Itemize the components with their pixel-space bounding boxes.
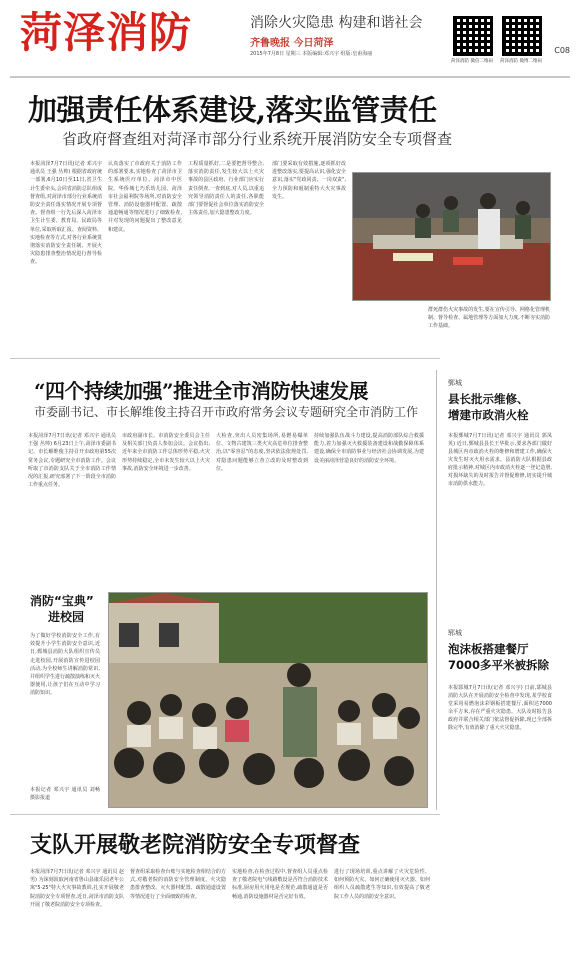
sidebar2-tag: 郓城 <box>448 629 462 637</box>
section-divider-1 <box>10 358 440 359</box>
sidebar1-tag: 鄄城 <box>448 379 462 387</box>
sidebar-divider <box>436 370 437 810</box>
article4-column-4: 进行了现场培训,重点讲解了火灾危险性、如何预防火灾、如何正确使用灭火器、如何组织人员疏散逃生等知识,有效提高了敬老院工作人员的消防安全意识。 <box>334 869 430 900</box>
weibo-qr-code <box>502 16 542 56</box>
sidebar2-headline-line1: 泡沫板搭建餐厅 <box>448 642 529 656</box>
article1-column-4: 部门要采取有效措施,逐项抓好改进整改落实,要提高认识,强化安全意识,落实"党政同责、一岗双责",全力预防和遏制重特大火灾事故发生。 <box>272 161 346 200</box>
masthead-title: 菏泽消防 <box>20 8 193 57</box>
sidebar2-headline-line2: 7000多平米被拆除 <box>448 658 550 672</box>
article3-credit: 本报记者 邓兴宇 通讯员 刘畅 摄影报道 <box>30 787 100 802</box>
article2-headline: “四个持续加强”推进全市消防快速发展 <box>34 379 369 403</box>
article2-column-1 <box>28 432 116 582</box>
article1-column-5: 群死群伤火灾事故的发生,要在宣传引导、网格化管理机制、督导检查、属地管理等方面加大力度,不断夯实消防工作基础。 <box>428 307 550 330</box>
article2-text-1: 6月23日上午,菏泽市委副书记、市长解维俊主持召开市政府第55次常务会议,专题研究全市消防工作。会议听取了市消防支队关于全市消防工作情况的汇报,研究部署了下一阶段全市消防工作重点任务。 <box>28 441 116 489</box>
article4-text-1: 为深刻汲取河南省鲁山县康乐园老年公寓"5·25"特大火灾事故教训,扎实开展敬老院消防安全专项督查,近日,菏泽市消防支队开展了敬老院消防安全专项检查。 <box>30 877 124 908</box>
page-number: C08 <box>554 46 570 55</box>
article2-column-3: 大检查,突出人员密集场所,易燃易爆单位、文物古建筑三类火灾高危单位排查整治,以"零容忍"的态度,坚决依法依规处罚,对隐患问题能够立查立改的及时整改到位。 <box>216 433 308 472</box>
article1-subhead: 省政府督查组对菏泽市部分行业系统开展消防安全专项督查 <box>62 130 453 148</box>
article4-column-2: 督查组采取检查台账与实地检查相结合的方式,对敬老院的消防安全管理制度、火灾隐患排查整改、灭火器材配置、疏散通道设置等情况进行了全面细致的检查。 <box>130 869 226 900</box>
sidebar1-headline-line1: 县长批示维修、 <box>448 392 529 406</box>
meeting-photo <box>352 172 551 301</box>
masthead-slogan: 消除火灾隐患 构建和谐社会 <box>250 15 423 31</box>
section-divider-2 <box>10 814 440 815</box>
article2-column-2: 市政府副市长、市消防安全委员会主任及相关部门负责人参加会议。会议指出,近年来全市消防工作总体形势平稳,火灾形势持续稳定,全市未发生较大以上火灾事故,消防安全环境进一步改善。 <box>122 433 210 472</box>
sidebar2-body: 本报郓城7月7日讯(记者 邓兴宇) 日前,郓城县消防大队在开展消防安全检查中发现,某学校食堂采用易燃泡沫彩钢板搭建餐厅,面积达7000余平方米,存在严重火灾隐患。大队及时报告县政府并联合相关部门依法督促拆除,现已全部拆除完毕,有效消除了重大火灾隐患。 <box>448 685 552 731</box>
article1-column-2: 认真落实了市政府关于消防工作的部署要求,实地检查了菏泽市卫生系统医疗单位、菏泽市中医院、华侨城七巧乐幼儿园、菏泽市社会福利院等场所,对消防安全管理、消防设施器材配置、疏散通道畅通等情况进行了细致检查,并对发现的问题提出了整改意见和建议。 <box>108 161 182 233</box>
article4-column-1 <box>30 868 124 974</box>
sidebar1-body: 本报鄄城7月7日讯(记者 邓兴宇 通讯员 郭凤英) 近日,鄄城县县长王华批示,要求各部门做好县城区内市政消火栓的维修和增建工作,确保火灾发生时灭火用水需求。县消防大队根据县政府批示精神,对城区内市政消火栓逐一登记造册,对损坏缺失的及时报告并督促维修,切实提升城市消防供水能力。 <box>448 433 552 487</box>
article1-column-3: 工程质量抓好,二是要把督导整合,落实消防责任,发生较大以上火灾事故的县区政府、行业部门应实行责任倒查,一查到底,对人员,以重追究领导消防责任人的责任,各职能部门要督促社会单位落实消防安全主体责任,加大隐患整改力度。 <box>188 161 264 217</box>
article3-headline-line1: 消防“宝典” <box>30 594 94 608</box>
school-event-photo <box>108 592 428 808</box>
issue-meta: 2015年7月8日 星期三 本版编辑:邓兴宇 组版:皇甫海丽 <box>250 51 373 57</box>
article4-byline: 本报菏泽7月7日讯(记者 邓兴宇 通讯员 赵男) <box>30 869 124 884</box>
article1-column-1 <box>30 160 102 348</box>
article2-column-4: 持续加强队伍战斗力建设,提高消防部队综合救援能力,着力加强灭火救援装备建设和战勤保障体系建设,确保全市消防事业与经济社会协调发展,为建设美丽菏泽营造良好的消防安全环境。 <box>314 433 424 464</box>
article3-body: 为了做好学校消防安全工作,有效提升小学生消防安全意识,近日,鄄城县消防大队组织宣传员走进校园,开展消防宣传进校园活动,为全校师生讲解消防常识,并组织学生进行疏散演练和灭火器使用,让孩子们在互动中学习消防知识。 <box>30 633 100 697</box>
article3-headline-line2: 进校园 <box>48 610 85 624</box>
wechat-qr-label: 菏泽消防 微信二维码 <box>451 59 493 64</box>
article1-byline: 本报菏泽7月7日讯(记者 邓兴宇 通讯员 王强 丛帅) <box>30 161 102 176</box>
article4-headline: 支队开展敬老院消防安全专项督查 <box>30 832 361 858</box>
article2-byline: 本报菏泽7月7日讯(记者 邓兴宇 通讯员 王强 丛帅) <box>28 433 116 448</box>
weibo-qr-label: 菏泽消防 微博二维码 <box>500 59 542 64</box>
article1-text-1: 根据省政府统一部署,6月10日至11日,省卫生计生委牵头,会同省消防总队组成督查组,对菏泽市部分行业系统消防安全责任落实情况开展专项督查。督查组一行先后深入菏泽市卫生计生委、教育局、民政局等单位,采取听取汇报、查阅资料、实地检查等方式,对各行业系统贯彻落实消防安全责任制、开展火灾隐患排查整治情况进行督导检查。 <box>30 169 102 266</box>
article1-headline: 加强责任体系建设,落实监管责任 <box>28 93 437 127</box>
sidebar1-headline-line2: 增建市政消火栓 <box>448 408 529 422</box>
wechat-qr-code <box>453 16 493 56</box>
article4-column-3: 实地检查,在检查过程中,督查组人员重点检查了敬老院电气线路敷设是否符合消防技术标准,厨房用火用电是否规范,疏散通道是否畅通,消防设施器材是否完好有效。 <box>232 869 328 900</box>
article2-subhead: 市委副书记、市长解维俊主持召开市政府常务会议专题研究全市消防工作 <box>34 405 419 419</box>
masthead-divider <box>10 76 570 78</box>
paper-logo: 齐鲁晚报 今日菏泽 <box>250 38 334 49</box>
